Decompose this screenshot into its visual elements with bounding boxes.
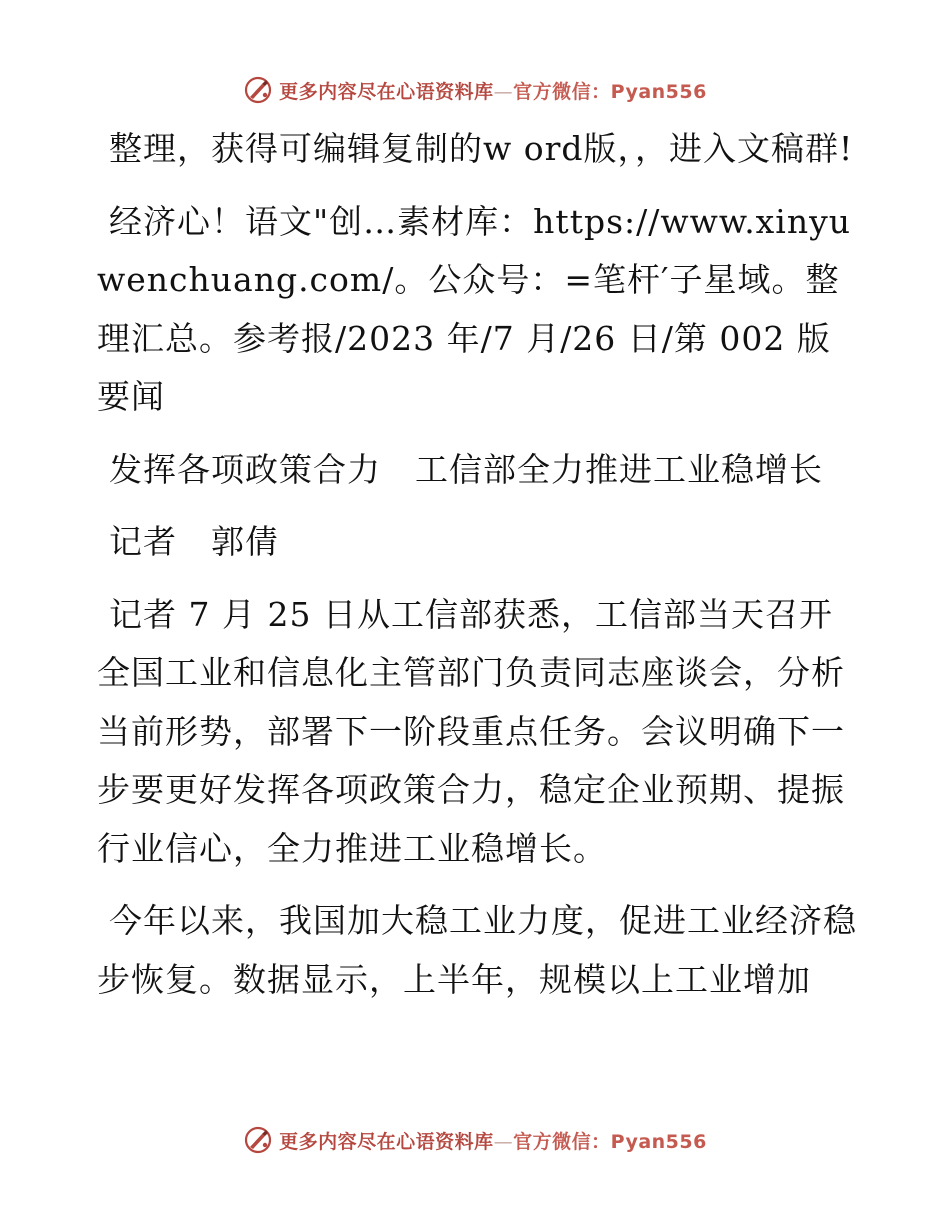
header-banner-dash: — [493,80,514,103]
footer-banner-dash: — [493,1130,514,1153]
intro-paragraph: 整理，获得可编辑复制的w ord版，，进入文稿群! [109,129,854,168]
article-byline: 记者 郭倩 [109,522,279,561]
footer-banner-text [279,1127,707,1154]
header-banner-text [279,77,707,104]
footer-watermark-banner [0,1122,950,1158]
header-watermark-banner [0,72,950,108]
footer-banner-main: 更多内容尽在心语资料库 [279,1130,494,1153]
pen-logo-icon [243,75,273,105]
body-paragraph-1: 记者 7 月 25 日从工信部获悉，工信部当天召开全国工业和信息化主管部门负责同志座谈会，分析当前形势，部署下一阶段重点任务。会议明确下一步要更好发挥各项政策合力，稳定企业预期、提振行业信心，全力推进工业稳增长。 [97,594,845,868]
article-headline: 发挥各项政策合力 工信部全力推进工业稳增长 [109,449,823,489]
header-banner-wechat: 官方微信：Pyan556 [513,80,707,103]
source-paragraph: 经济心！语文"创…素材库：https://www.xinyuwenchuang.com/。公众号：=笔杆′子星域。整理汇总。参考报/2023 年/7 月/26 日/第 002 版要闻 [97,201,851,416]
footer-banner-wechat: 官方微信：Pyan556 [513,1130,707,1153]
header-banner-main: 更多内容尽在心语资料库 [279,80,494,103]
body-paragraph-2: 今年以来，我国加大稳工业力度，促进工业经济稳步恢复。数据显示，上半年，规模以上工业增加 [97,901,857,999]
document-body [97,120,857,1023]
pen-logo-icon [243,1125,273,1155]
